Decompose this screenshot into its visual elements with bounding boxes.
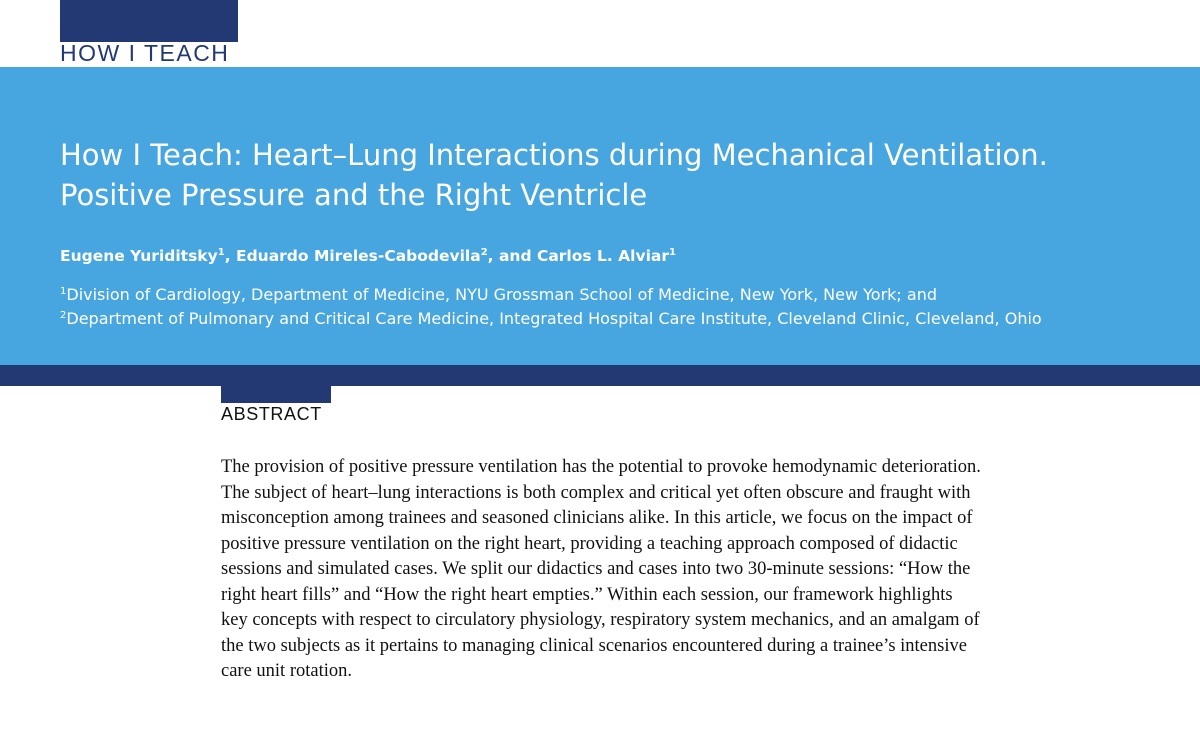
affiliation bbox=[60, 283, 1160, 307]
author-name: Eduardo Mireles-Cabodevila bbox=[235, 247, 481, 265]
author-affil-marker: 1 bbox=[217, 247, 225, 258]
affiliation-marker: 1 bbox=[60, 286, 67, 297]
affiliation-list bbox=[60, 283, 1160, 331]
affiliation bbox=[60, 307, 1160, 331]
author-list bbox=[60, 247, 676, 265]
author-affil-marker: 2 bbox=[480, 247, 488, 258]
author-name: Carlos L. Alviar bbox=[536, 247, 670, 265]
article-title: How I Teach: Heart–Lung Interactions during Mechanical Ventilation. Positive Pressure and the Right Ventricle bbox=[60, 138, 1048, 212]
affiliation-text: Department of Pulmonary and Critical Care Medicine, Integrated Hospital Care Institute, Cleveland Clinic, Cleveland, Ohio bbox=[66, 309, 1042, 328]
author-separator: , and bbox=[487, 247, 537, 265]
author-affil-marker: 1 bbox=[669, 247, 676, 258]
author-separator: , bbox=[224, 247, 236, 265]
affiliation-text: Division of Cardiology, Department of Medicine, NYU Grossman School of Medicine, New York, New York; and bbox=[66, 285, 937, 304]
section-label: HOW I TEACH bbox=[60, 40, 230, 66]
author-name: Eugene Yuriditsky bbox=[60, 247, 218, 265]
abstract-body: The provision of positive pressure ventilation has the potential to provoke hemodynamic deterioration. The subject of heart–lung interactions is both complex and critical yet often obscure and fraught with misconception among trainees and seasoned clinicians alike. In this article, we focus on the impact of positive pressure ventilation on the right heart, providing a teaching approach composed of didactic sessions and simulated cases. We split our didactics and cases into two 30-minute sessions: “How the right heart fills” and “How the right heart empties.” Within each session, our framework highlights key concepts with respect to circulatory physiology, respiratory system mechanics, and an amalgam of the two subjects as it pertains to managing clinical scenarios encountered during a trainee’s intensive care unit rotation. bbox=[221, 457, 981, 681]
top-accent-bar bbox=[60, 0, 238, 42]
abstract-heading: ABSTRACT bbox=[221, 404, 322, 424]
abstract-accent-tab bbox=[221, 386, 331, 403]
banner-bottom-band bbox=[0, 365, 1200, 386]
affiliation-marker: 2 bbox=[60, 310, 67, 321]
